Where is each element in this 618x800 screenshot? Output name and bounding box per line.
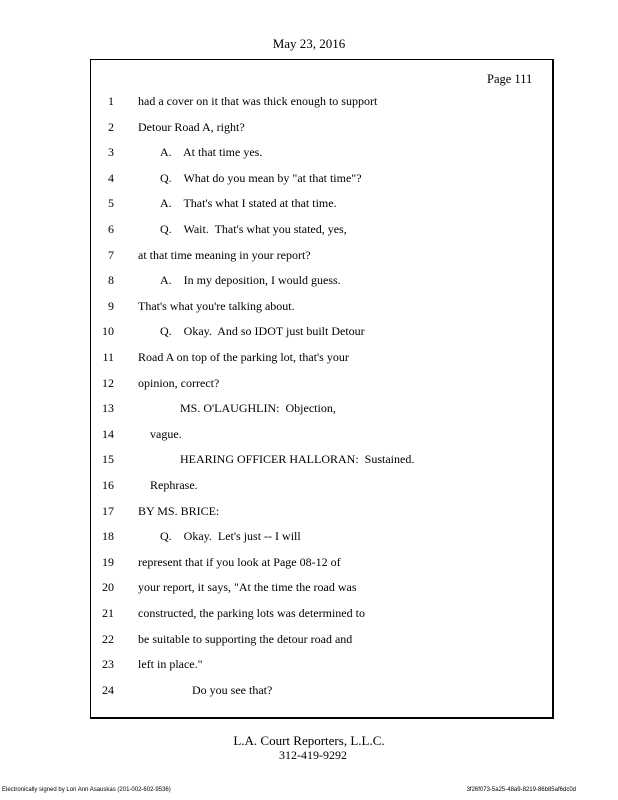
line-text: be suitable to supporting the detour road and xyxy=(138,631,353,646)
line-text: MS. O'LAUGHLIN: Objection, xyxy=(180,401,336,416)
transcript-line xyxy=(0,322,618,340)
transcript-date: May 23, 2016 xyxy=(272,36,346,51)
transcript-line xyxy=(0,578,618,596)
page-number: Page 111 xyxy=(487,72,533,86)
line-number: 9 xyxy=(108,298,114,313)
transcript-line xyxy=(0,297,618,315)
line-text: Q. What do you mean by "at that time"? xyxy=(160,170,362,185)
line-number: 14 xyxy=(102,426,114,441)
transcript-line xyxy=(0,502,618,520)
transcript-line xyxy=(0,348,618,366)
line-text: your report, it says, "At the time the road was xyxy=(138,580,357,595)
line-text: BY MS. BRICE: xyxy=(138,503,220,518)
line-text: had a cover on it that was thick enough to support xyxy=(138,94,378,108)
transcript-line xyxy=(0,527,618,545)
transcript-line xyxy=(0,118,618,136)
transcript-line xyxy=(0,374,618,392)
line-text: Detour Road A, right? xyxy=(138,119,245,134)
transcript-line xyxy=(0,194,618,212)
line-text: constructed, the parking lots was determined to xyxy=(138,606,365,620)
line-number: 10 xyxy=(102,324,114,339)
line-text: at that time meaning in your report? xyxy=(138,247,311,262)
line-text: left in place." xyxy=(138,657,203,672)
transcript-line xyxy=(0,655,618,673)
line-number: 3 xyxy=(108,145,114,160)
document-hash: 3f26f073-5a25-48a9-8219-86b85af6dc0d xyxy=(466,787,576,793)
transcript-line xyxy=(0,425,618,443)
line-number: 13 xyxy=(102,401,114,416)
transcript-line xyxy=(0,450,618,468)
line-number: 4 xyxy=(108,170,114,185)
transcript-line xyxy=(0,246,618,264)
line-number: 16 xyxy=(102,478,114,492)
line-text: opinion, correct? xyxy=(138,375,220,390)
transcript-line xyxy=(0,220,618,238)
line-number: 15 xyxy=(102,452,114,467)
transcript-line xyxy=(0,169,618,187)
court-reporter-phone: 312-419-9292 xyxy=(279,748,347,762)
line-number: 2 xyxy=(108,119,114,134)
line-text: Q. Okay. Let's just -- I will xyxy=(160,529,301,544)
transcript-line xyxy=(0,399,618,417)
transcript-line xyxy=(0,604,618,622)
line-text: A. That's what I stated at that time. xyxy=(160,196,337,211)
transcript-line xyxy=(0,630,618,648)
line-text: Road A on top of the parking lot, that's your xyxy=(138,350,349,364)
line-text: represent that if you look at Page 08-12 of xyxy=(138,554,341,569)
line-number: 8 xyxy=(108,273,114,288)
court-reporter-name: L.A. Court Reporters, L.L.C. xyxy=(233,733,385,748)
line-text: HEARING OFFICER HALLORAN: Sustained. xyxy=(180,452,415,467)
line-number: 12 xyxy=(102,375,114,390)
line-number: 19 xyxy=(102,554,114,569)
transcript-line xyxy=(0,681,618,699)
line-text: Q. Wait. That's what you stated, yes, xyxy=(160,222,347,236)
line-text: A. In my deposition, I would guess. xyxy=(160,273,341,288)
line-number: 23 xyxy=(102,657,114,672)
line-number: 18 xyxy=(102,529,114,544)
line-number: 22 xyxy=(102,631,114,646)
line-number: 17 xyxy=(102,503,114,518)
line-text: vague. xyxy=(150,426,182,441)
line-number: 11 xyxy=(102,350,114,364)
transcript-line xyxy=(0,476,618,494)
line-number: 6 xyxy=(108,222,114,236)
line-text: A. At that time yes. xyxy=(160,145,263,160)
line-number: 1 xyxy=(108,94,114,108)
line-number: 7 xyxy=(108,247,114,262)
line-text: That's what you're talking about. xyxy=(138,298,295,313)
electronic-signature: Electronically signed by Lori Ann Asauskas (201-002-602-9536) xyxy=(2,787,171,793)
transcript-line xyxy=(0,143,618,161)
transcript-line xyxy=(0,92,618,110)
line-text: Rephrase. xyxy=(150,478,198,492)
transcript-line xyxy=(0,271,618,289)
line-text: Do you see that? xyxy=(192,682,273,697)
line-text: Q. Okay. And so IDOT just built Detour xyxy=(160,324,365,339)
line-number: 24 xyxy=(102,682,114,697)
line-number: 20 xyxy=(102,580,114,595)
line-number: 21 xyxy=(102,606,114,620)
line-number: 5 xyxy=(108,196,114,211)
transcript-line xyxy=(0,553,618,571)
